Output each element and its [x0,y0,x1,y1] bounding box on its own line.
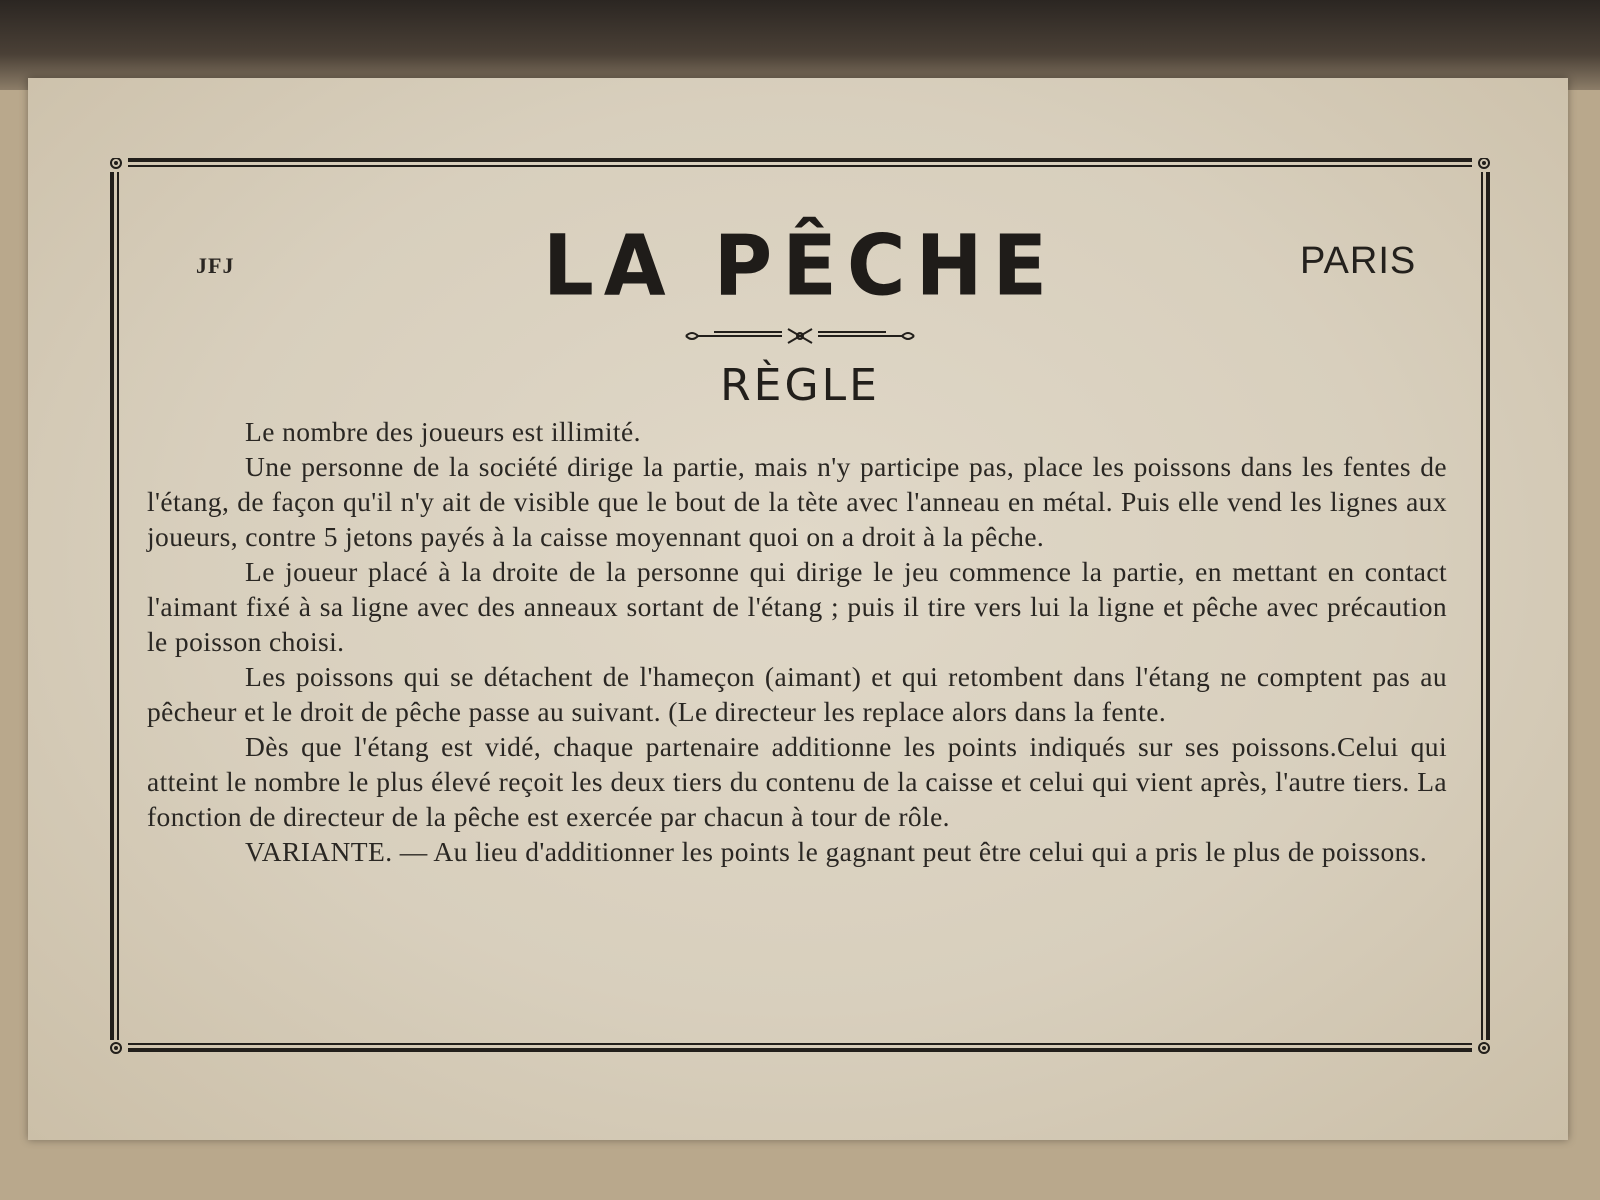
publisher-city: PARIS [1300,240,1417,282]
rule-paragraph: Dès que l'étang est vidé, chaque partenaire additionne les points indiqués sur ses poissons.Celui qui atteint le nombre le plus élevé reçoit les deux tiers du contenu de la caisse et celui qui vient après, l'autre tiers. La fonction de directeur de la pêche est exercée par chacun à tour de rôle. [147,731,1447,832]
rule-paragraph: Une personne de la société dirige la partie, mais n'y participe pas, place les poissons dans les fentes de l'étang, de façon qu'il n'y ait de visible que le bout de la tète avec l'anneau en métal. Puis elle vend les lignes aux joueurs, contre 5 jetons payés à la caisse moyennant quoi on a droit à la pêche. [147,451,1447,552]
rule-paragraph: Le nombre des joueurs est illimité. [245,416,641,447]
page-title: LA PÊCHE [542,216,1058,315]
title-ornament-icon [684,327,916,345]
rule-paragraph: Les poissons qui se détachent de l'hameçon (aimant) et qui retombent dans l'étang ne comptent pas au pêcheur et le droit de pêche passe au suivant. (Le directeur les replace alors dans la fente. [147,661,1447,727]
section-heading: RÈGLE [720,360,880,411]
box-top-edge [0,0,1600,90]
rules-text [147,414,1447,869]
rule-paragraph: VARIANTE. — Au lieu d'additionner les points le gagnant peut être celui qui a pris le plus de poissons. [245,836,1428,867]
rule-paragraph: Le joueur placé à la droite de la personne qui dirige le jeu commence la partie, en mettant en contact l'aimant fixé à sa ligne avec des anneaux sortant de l'étang ; puis il tire vers lui la ligne et pêche avec précaution le poisson choisi. [147,556,1447,657]
publisher-mark: JFJ [196,253,235,278]
